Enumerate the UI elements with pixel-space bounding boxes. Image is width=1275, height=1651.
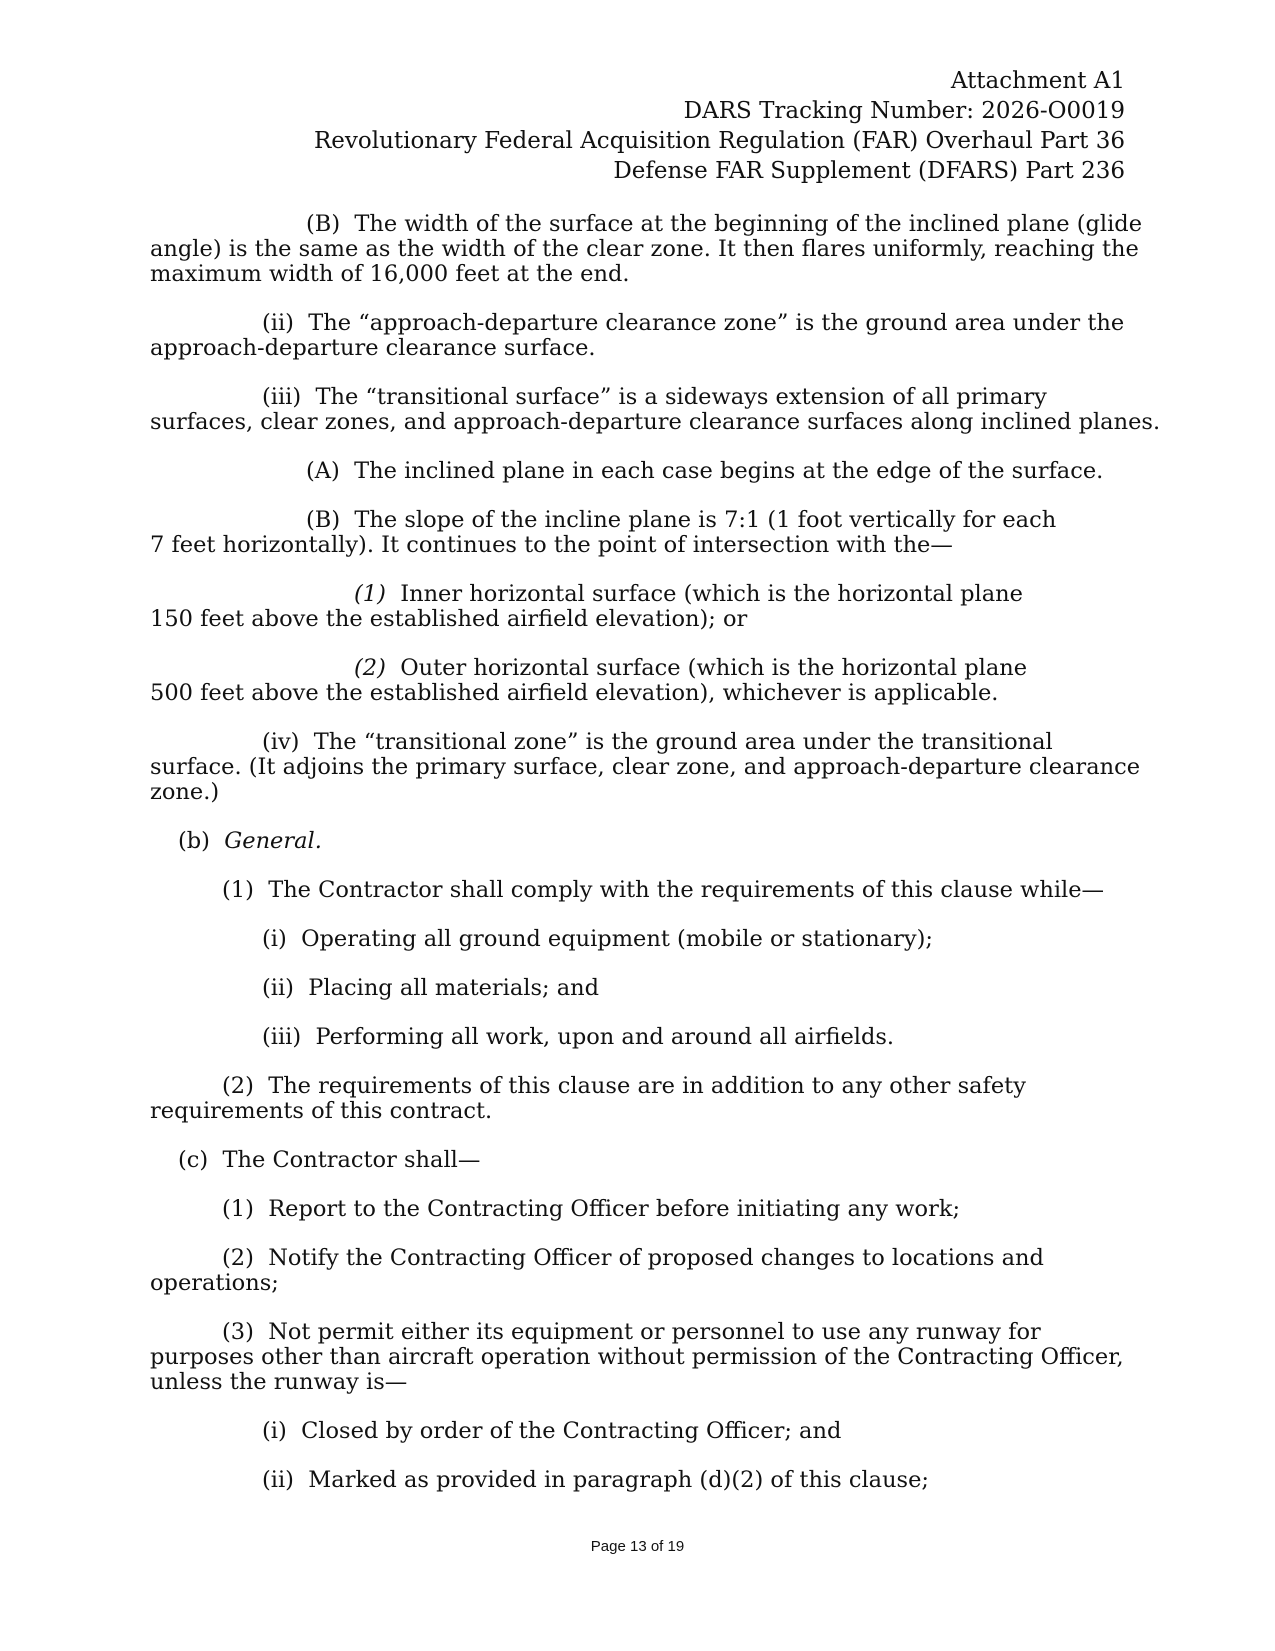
paragraph-text: angle) is the same as the width of the clear zone. It then flares uniformly, reaching the bbox=[150, 236, 1139, 262]
paragraph-label: (3) bbox=[222, 1319, 254, 1345]
paragraph-text: The “approach-departure clearance zone” is the ground area under the bbox=[308, 310, 1125, 336]
paragraph-iv-transitional-zone bbox=[150, 729, 1141, 805]
paragraph-2-outer-horizontal bbox=[150, 656, 1130, 706]
paragraph-label: (1) bbox=[222, 1196, 254, 1222]
paragraph-label: (2) bbox=[222, 1073, 254, 1099]
paragraph-label: (ii) bbox=[262, 310, 294, 336]
paragraph-text: The requirements of this clause are in addition to any other safety bbox=[268, 1073, 1026, 1099]
paragraph-b1ii-placing bbox=[150, 976, 1130, 1001]
paragraph-text: The slope of the incline plane is 7:1 (1 foot vertically for each bbox=[354, 507, 1057, 533]
header-tracking-number: DARS Tracking Number: 2026-O0019 bbox=[683, 98, 1125, 124]
paragraph-text: surface. (It adjoins the primary surface, clear zone, and approach-departure clearance bbox=[150, 754, 1141, 780]
paragraph-b1-comply bbox=[150, 878, 1130, 903]
paragraph-text: unless the runway is— bbox=[150, 1369, 408, 1395]
section-b-general bbox=[150, 829, 1130, 854]
paragraph-text: Operating all ground equipment (mobile or stationary); bbox=[301, 926, 933, 952]
paragraph-text: Inner horizontal surface (which is the horizontal plane bbox=[400, 581, 1023, 607]
paragraph-c1-report bbox=[150, 1197, 1130, 1222]
paragraph-label: (1) bbox=[354, 581, 386, 607]
paragraph-text: Placing all materials; and bbox=[308, 975, 600, 1001]
paragraph-b1iii-performing bbox=[150, 1025, 1130, 1050]
paragraph-label: (2) bbox=[222, 1245, 254, 1271]
paragraph-text: The Contractor shall— bbox=[222, 1147, 481, 1173]
paragraph-label: (iii) bbox=[262, 384, 302, 410]
paragraph-text: 7 feet horizontally). It continues to the point of intersection with the— bbox=[150, 532, 953, 558]
paragraph-text: The Contractor shall comply with the requirements of this clause while— bbox=[268, 877, 1105, 903]
paragraph-text: Not permit either its equipment or personnel to use any runway for bbox=[268, 1319, 1041, 1345]
paragraph-label: (iii) bbox=[262, 1024, 302, 1050]
paragraph-label: (2) bbox=[354, 655, 386, 681]
paragraph-text: The width of the surface at the beginning of the inclined plane (glide bbox=[354, 211, 1143, 237]
paragraph-ii-clearance-zone bbox=[150, 311, 1130, 361]
paragraph-text: 500 feet above the established airfield elevation), whichever is applicable. bbox=[150, 680, 999, 706]
paragraph-text: The “transitional surface” is a sideways extension of all primary bbox=[315, 384, 1047, 410]
paragraph-1-inner-horizontal bbox=[150, 582, 1130, 632]
section-c-contractor-shall bbox=[150, 1148, 1130, 1173]
paragraph-b-slope bbox=[150, 508, 1130, 558]
paragraph-b-width bbox=[150, 211, 1143, 287]
paragraph-text: operations; bbox=[150, 1270, 279, 1296]
paragraph-c2-notify bbox=[150, 1246, 1130, 1296]
paragraph-text: Report to the Contracting Officer before initiating any work; bbox=[268, 1196, 961, 1222]
page-number: Page 13 of 19 bbox=[590, 1538, 685, 1555]
paragraph-label: (i) bbox=[262, 926, 287, 952]
section-heading: General. bbox=[224, 828, 322, 854]
clause-body bbox=[150, 211, 1161, 1493]
paragraph-label: (i) bbox=[262, 1418, 287, 1444]
paragraph-text: 150 feet above the established airfield elevation); or bbox=[150, 606, 748, 632]
paragraph-label: (c) bbox=[178, 1147, 209, 1173]
paragraph-c3-runway bbox=[150, 1320, 1130, 1395]
paragraph-text: purposes other than aircraft operation without permission of the Contracting Officer, bbox=[150, 1344, 1124, 1370]
paragraph-label: (B) bbox=[306, 507, 341, 533]
paragraph-label: (b) bbox=[178, 828, 210, 854]
paragraph-text: requirements of this contract. bbox=[150, 1098, 493, 1124]
header-attachment: Attachment A1 bbox=[950, 68, 1125, 94]
paragraph-text: The inclined plane in each case begins at the edge of the surface. bbox=[354, 458, 1104, 484]
paragraph-label: (A) bbox=[306, 458, 340, 484]
paragraph-b1i-operating bbox=[150, 927, 1130, 952]
paragraph-label: (B) bbox=[306, 211, 341, 237]
paragraph-text: surfaces, clear zones, and approach-departure clearance surfaces along inclined planes. bbox=[150, 409, 1161, 435]
paragraph-text: approach-departure clearance surface. bbox=[150, 335, 596, 361]
paragraph-text: Performing all work, upon and around all airfields. bbox=[315, 1024, 895, 1050]
paragraph-iii-transitional-surface bbox=[150, 384, 1161, 435]
paragraph-b2-additional bbox=[150, 1074, 1130, 1124]
paragraph-c3ii-marked bbox=[150, 1468, 1130, 1493]
paragraph-text: zone.) bbox=[150, 779, 220, 805]
attachment-header bbox=[314, 66, 1125, 186]
paragraph-label: (ii) bbox=[262, 975, 294, 1001]
paragraph-a-inclined-plane bbox=[150, 459, 1130, 484]
header-far-part: Revolutionary Federal Acquisition Regulation (FAR) Overhaul Part 36 bbox=[313, 128, 1125, 154]
header-dfars-part: Defense FAR Supplement (DFARS) Part 236 bbox=[613, 158, 1125, 184]
paragraph-text: Closed by order of the Contracting Officer; and bbox=[301, 1418, 842, 1444]
paragraph-text: maximum width of 16,000 feet at the end. bbox=[150, 261, 630, 287]
paragraph-text: The “transitional zone” is the ground area under the transitional bbox=[313, 729, 1053, 755]
paragraph-label: (iv) bbox=[262, 729, 300, 755]
paragraph-label: (1) bbox=[222, 877, 254, 903]
paragraph-text: Marked as provided in paragraph (d)(2) of this clause; bbox=[308, 1467, 930, 1493]
paragraph-text: Outer horizontal surface (which is the horizontal plane bbox=[400, 655, 1028, 681]
paragraph-label: (ii) bbox=[262, 1467, 294, 1493]
paragraph-c3i-closed bbox=[150, 1419, 1130, 1444]
paragraph-text: Notify the Contracting Officer of proposed changes to locations and bbox=[268, 1245, 1044, 1271]
